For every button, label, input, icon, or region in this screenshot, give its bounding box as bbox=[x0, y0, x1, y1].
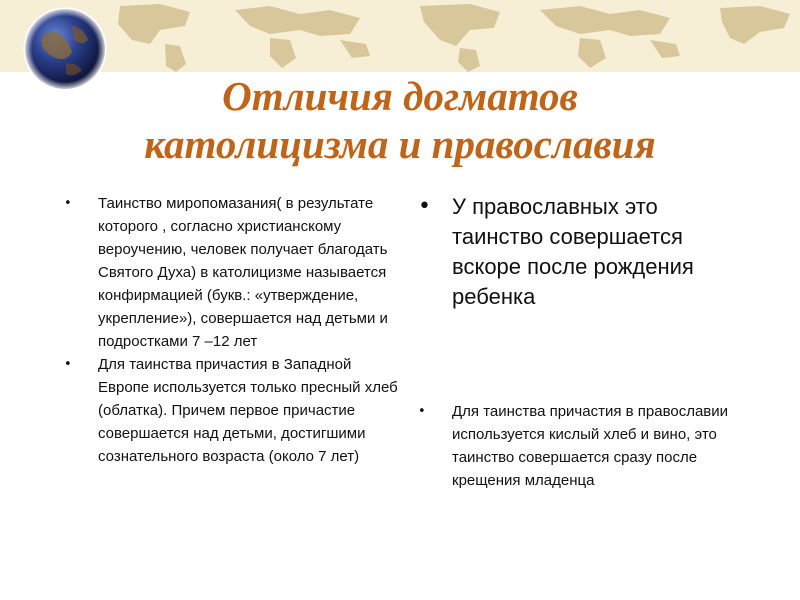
left-bullet-list bbox=[64, 192, 404, 468]
right-item-text: У православных это таинство совершается вскоре после рождения ребенка bbox=[452, 194, 694, 309]
title-line-1: Отличия догматов bbox=[222, 73, 578, 119]
bullet-icon: • bbox=[64, 196, 72, 211]
bullet-icon: • bbox=[64, 357, 72, 372]
left-item-text: Таинство миропомазания( в результате которого , согласно христианскому вероучению, человек получает благодать Святого Духа) в католицизме называется конфирмацией (букв.: «утверждение, укрепление»), совершается над детьми и подростками 7 –12 лет bbox=[98, 195, 388, 350]
list-item bbox=[64, 192, 404, 353]
bullet-icon: • bbox=[418, 194, 431, 219]
world-map-banner bbox=[0, 0, 800, 72]
list-item bbox=[418, 400, 748, 492]
left-item-text: Для таинства причастия в Западной Европе используется только пресный хлеб (облатка). Причем первое причастие совершается над детьми, достигшими сознательного возраста (около 7 лет) bbox=[98, 356, 398, 465]
right-bullet-list-top bbox=[418, 192, 748, 312]
slide-title bbox=[40, 72, 760, 168]
list-item bbox=[64, 353, 404, 468]
bullet-icon: • bbox=[418, 404, 426, 419]
world-map-icon bbox=[0, 0, 800, 72]
list-item bbox=[418, 192, 748, 312]
title-line-2: католицизма и православия bbox=[144, 121, 656, 167]
right-bullet-list-bottom bbox=[418, 400, 748, 492]
right-item-text: Для таинства причастия в православии используется кислый хлеб и вино, это таинство совершается сразу после крещения младенца bbox=[452, 403, 729, 489]
